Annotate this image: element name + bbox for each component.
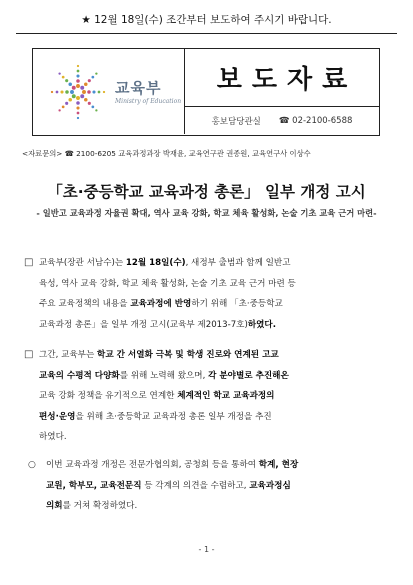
logo-dot <box>70 90 74 94</box>
embargo-notice: ★ 12월 18일(수) 조간부터 보도하여 주시기 바랍니다. <box>81 14 332 26</box>
inquiry-line: <자료문의> ☎ 2100-6205 교육과정과장 박재윤, 교육연구관 권종원, 교육연구사 이상수 <box>22 149 311 158</box>
logo-dot <box>72 94 76 98</box>
bold-text: 하였다. <box>247 319 276 330</box>
department-label: 홍보담당관실 <box>211 117 261 127</box>
logo-dot <box>77 117 79 119</box>
logo-dot <box>76 84 80 88</box>
body-paragraph <box>24 253 386 335</box>
logo-dot <box>91 105 94 108</box>
text-run: 을 위해 초·중등학교 교육과정 총론 일부 개정을 추진 <box>75 411 272 422</box>
text-run: 하기 위해 「초·중등학교 <box>191 299 283 309</box>
logo-dot <box>77 65 79 67</box>
body-subparagraph <box>24 455 386 517</box>
bullet-marker: □ <box>24 257 34 268</box>
logo-dot <box>76 74 79 77</box>
document-title: 보도자료 <box>216 65 358 95</box>
text-line <box>24 476 386 497</box>
logo-dot <box>62 105 65 108</box>
phone-number: 02-2100-6588 <box>292 116 353 126</box>
text-run: 를 위해 노력해 왔으며, <box>119 370 209 381</box>
text-line <box>24 274 386 295</box>
text-line <box>24 407 386 428</box>
text-line <box>24 455 386 476</box>
logo-dot <box>51 91 53 93</box>
logo-dot <box>62 76 65 79</box>
text-run: 이번 교육과정 개정은 전문가협의회, 공청회 등을 통하여 <box>46 460 259 470</box>
text-line <box>24 253 386 274</box>
divider <box>16 33 397 34</box>
text-run: 주요 교육정책의 내용을 <box>39 299 131 309</box>
text-run: 를 거쳐 확정하였다. <box>62 501 138 511</box>
text-line <box>24 496 386 517</box>
bold-text: 학교 간 서열화 극복 및 학생 진로와 연계된 고교 <box>97 350 279 360</box>
logo-dot <box>87 90 91 94</box>
logo-dot <box>72 86 76 90</box>
logo-dot <box>58 109 60 111</box>
bold-text: 학계, 현장 <box>258 460 299 470</box>
logo-area <box>33 49 185 134</box>
logo-dot <box>91 76 94 79</box>
text-run: 육성, 역사 교육 강화, 학교 체육 활성화, 논술 기초 교육 근거 마련 등 <box>39 278 296 289</box>
logo-dot <box>58 72 60 74</box>
logo-dot <box>68 82 72 86</box>
logo-dot <box>68 98 72 102</box>
text-line <box>24 315 386 336</box>
logo-dot <box>77 112 80 115</box>
logo-dot <box>80 86 84 90</box>
text-run: 교육 강화 정책을 유기적으로 연계한 <box>39 391 178 401</box>
text-run: 하였다. <box>39 432 67 442</box>
logo-dot <box>56 91 59 94</box>
bold-text: 각 분야별로 추진해온 <box>208 370 289 381</box>
bold-text: 교육과정에 반영 <box>130 299 192 309</box>
text-line <box>24 294 386 315</box>
bold-text: 교육과정심 <box>249 480 291 491</box>
logo-dot <box>80 94 84 98</box>
logo-subtext: Ministry of Education <box>115 98 182 105</box>
bold-text: 의회 <box>46 501 63 511</box>
logo-dot <box>92 90 95 93</box>
title-cell <box>185 49 379 107</box>
contact-cell <box>185 107 379 135</box>
text-line <box>24 427 386 448</box>
bold-text: 교원, 학부모, 교육전문직 <box>46 480 142 491</box>
logo-dot <box>84 98 88 102</box>
phone-contact <box>279 116 353 126</box>
logo-dot <box>65 79 68 82</box>
logo-dot <box>76 101 80 105</box>
body-paragraph <box>24 345 386 448</box>
press-release-header <box>32 48 380 136</box>
text-run: 그간, 교육부는 <box>39 350 98 360</box>
logo-dot <box>103 91 105 93</box>
bold-text: 12월 18일(수) <box>125 258 186 268</box>
bold-text: 교육의 수평적 다양화 <box>39 370 120 381</box>
logo-dot <box>82 90 86 94</box>
bullet-marker: ○ <box>28 460 36 470</box>
page-number: - 1 - <box>198 545 215 554</box>
text-run: 교육부(장관 서남수)는 <box>39 258 126 268</box>
logo-dot <box>95 109 97 111</box>
bold-text: 체계적인 학교 교육과정의 <box>177 391 275 401</box>
logo-dot <box>88 102 91 105</box>
logo-dot <box>77 70 80 73</box>
subtitle: - 일반고 교육과정 자율권 확대, 역사 교육 강화, 학교 체육 활성화, 논술 기초 교육 근거 마련- <box>36 208 377 218</box>
logo-dot <box>95 72 97 74</box>
logo-dot <box>76 106 79 109</box>
text-run: 교육과정 총론」을 일부 개정 고시(교육부 제2013-7호) <box>39 319 248 330</box>
text-line <box>24 345 386 366</box>
logo-dot <box>76 96 80 100</box>
logo-dot <box>76 79 80 83</box>
main-title: 「초·중등학교 교육과정 총론」 일부 개정 고시 <box>47 183 366 201</box>
logo-dot <box>84 82 88 86</box>
bullet-marker: □ <box>24 349 34 360</box>
logo-dot <box>98 91 101 94</box>
text-line <box>24 366 386 387</box>
ministry-logo-icon <box>47 61 109 123</box>
logo-dot <box>65 102 68 105</box>
text-run: 등 각계의 의견을 수렴하고, <box>141 480 250 491</box>
logo-dot <box>65 90 69 94</box>
bold-text: 편성·운영 <box>39 411 76 422</box>
logo-text: 교육부 <box>115 79 162 97</box>
text-line <box>24 386 386 407</box>
text-run: , 새정부 출범과 함께 일반고 <box>185 258 291 268</box>
phone-icon: ☎ <box>278 116 290 126</box>
logo-dot <box>60 90 63 93</box>
logo-dot <box>88 79 91 82</box>
